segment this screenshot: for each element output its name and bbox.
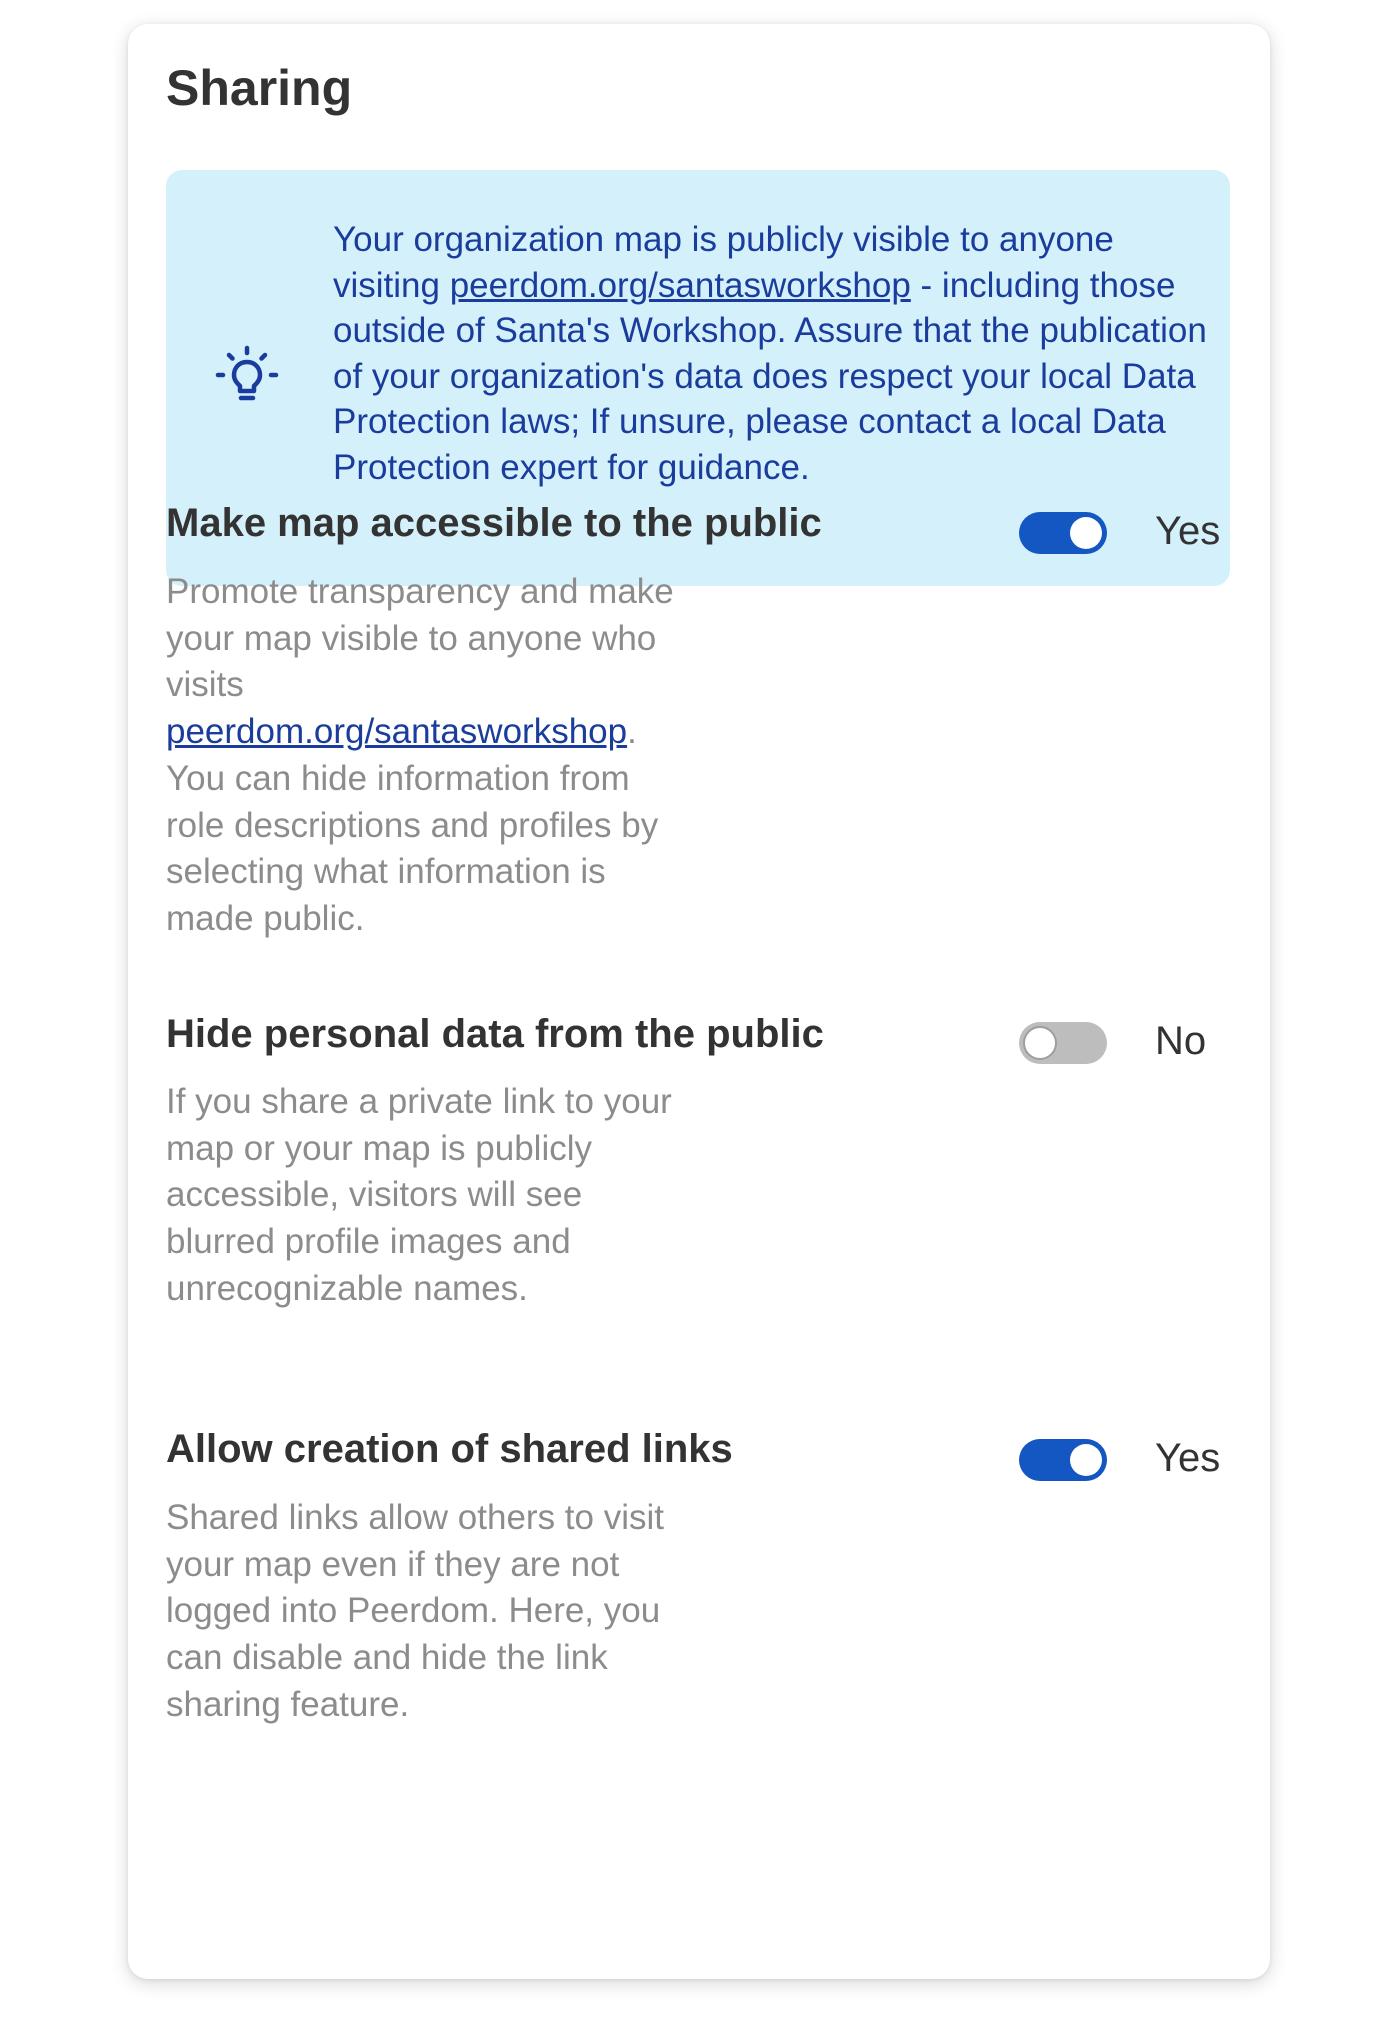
public-map-link[interactable]: peerdom.org/santasworkshop <box>449 265 911 305</box>
toggle-knob <box>1070 1444 1102 1476</box>
lightbulb-icon <box>212 342 282 412</box>
toggle-knob <box>1023 1026 1057 1060</box>
info-text-before-link: Your organization map is publicly visible to anyone visiting <box>333 220 1114 305</box>
toggle-state-label: No <box>1155 1019 1207 1063</box>
setting-title: Hide personal data from the public <box>166 1012 824 1056</box>
public-map-link[interactable]: peerdom.org/santasworkshop <box>166 712 628 752</box>
info-text <box>333 217 1213 490</box>
public-access-toggle[interactable] <box>1019 512 1107 554</box>
setting-description: Shared links allow others to visit your map even if they are not logged into Peerdom. Here, you can disable and hide the link sharing feature. <box>166 1498 664 1724</box>
toggle-state-label: Yes <box>1155 509 1221 553</box>
setting-description <box>166 569 686 943</box>
setting-title: Allow creation of shared links <box>166 1427 733 1471</box>
hide-personal-data-toggle[interactable] <box>1019 1022 1107 1064</box>
section-title: Sharing <box>166 60 353 116</box>
info-text-after-link: - including those outside of Santa's Workshop. Assure that the publication of your organization's data does respect your local Data Protection laws; If unsure, please contact a local Data Protection expert for guidance. <box>333 265 1207 487</box>
shared-links-toggle[interactable] <box>1019 1439 1107 1481</box>
sharing-card <box>128 24 1270 1979</box>
toggle-knob <box>1070 517 1102 549</box>
desc-before-link: Promote transparency and make your map visible to anyone who visits <box>166 572 674 705</box>
desc-after-link: . You can hide information from role descriptions and profiles by selecting what information is made public. <box>166 712 659 938</box>
toggle-state-label: Yes <box>1155 1436 1221 1480</box>
setting-description: If you share a private link to your map or your map is publicly accessible, visitors will see blurred profile images and unrecognizable names. <box>166 1082 672 1308</box>
setting-title: Make map accessible to the public <box>166 501 822 545</box>
